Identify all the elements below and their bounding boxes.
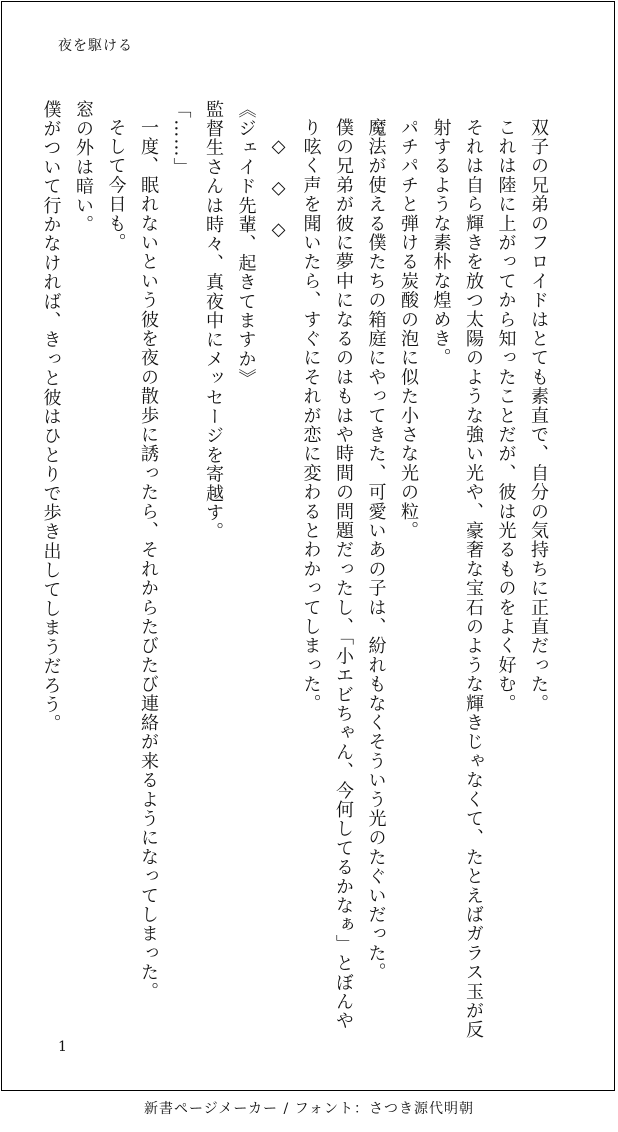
paragraph-1: 双子の兄弟のフロイドはとても素直で、自分の気持ちに正直だった。 (528, 118, 549, 714)
paragraph-10: 窓の外は暗い。 (73, 100, 94, 235)
ellipsis-quote: 「……」 (170, 100, 192, 177)
message-line: 《ジェイド先輩、起きてますか》 (235, 100, 257, 388)
paragraph-8: 一度、眠れないという彼を夜の散歩に誘ったら、それからたびたび連絡が来るようになってしまった。 (138, 118, 159, 1002)
running-header: 夜を駆ける (58, 38, 133, 54)
page-frame (1, 1, 615, 1091)
paragraph-4: パチパチと弾ける炭酸の泡に似た小さな光の粒。 (398, 118, 419, 541)
section-break: ◇ ◇ ◇ (268, 136, 289, 241)
paragraph-2: これは陸に上がってから知ったことだが、彼は光るものをよく好む。 (495, 118, 517, 714)
paragraph-6: 僕の兄弟が彼に夢中になるのはもはや時間の問題だったし、「小エビちゃん、今何してるかなぁ」とぼんやり呟く声を聞いたら、すぐにそれが恋に変わるとわかってしまった。 (300, 118, 354, 1031)
paragraph-5: 魔法が使える僕たちの箱庭にやってきた、可愛いあの子は、紛れもなくそういう光のたぐいだった。 (365, 118, 387, 982)
page-number: 1 (58, 1039, 67, 1055)
paragraph-3: それは自ら輝きを放つ太陽のような強い光や、豪奢な宝石のような輝きじゃなくて、たとえばガラス玉が反射するような素朴な煌めき。 (430, 118, 484, 1040)
paragraph-11: 僕がついて行かなければ、きっと彼はひとりで歩き出してしまうだろう。 (40, 100, 62, 734)
vertical-body-text (34, 100, 554, 1040)
paragraph-9: そして今日も。 (105, 118, 127, 253)
paragraph-7: 監督生さんは時々、真夜中にメッセージを寄越す。 (203, 100, 224, 542)
footer-credit: 新書ページメーカー / フォント：さつき源代明朝 (144, 1101, 474, 1117)
